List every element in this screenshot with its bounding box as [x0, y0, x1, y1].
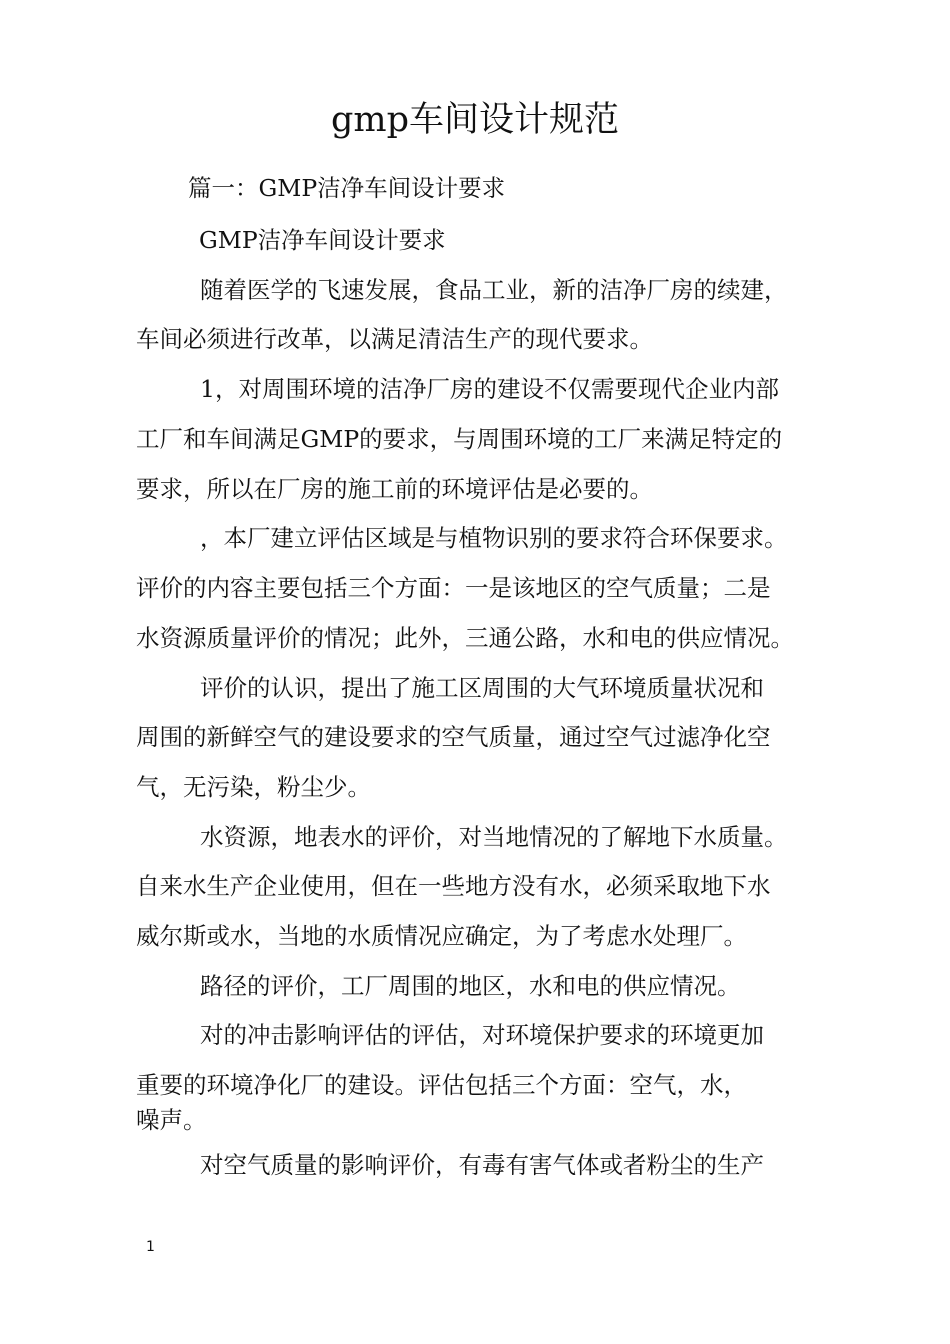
paragraph-line: 威尔斯或水，当地的水质情况应确定，为了考虑水处理厂。 [136, 922, 747, 950]
paragraph-line: 对空气质量的影响评价，有毒有害气体或者粉尘的生产 [200, 1151, 764, 1179]
paragraph-line: 气，无污染，粉尘少。 [136, 773, 371, 801]
paragraph-line: 周围的新鲜空气的建设要求的空气质量，通过空气过滤净化空 [136, 723, 771, 751]
document-title: gmp车间设计规范 [331, 100, 619, 140]
paragraph-line: 水资源质量评价的情况；此外，三通公路，水和电的供应情况。 [136, 624, 794, 652]
paragraph-line: 车间必须进行改革，以满足清洁生产的现代要求。 [136, 325, 653, 353]
paragraph-line: GMP洁净车间设计要求 [199, 226, 446, 254]
paragraph-line: ，本厂建立评估区域是与植物识别的要求符合环保要求。 [200, 524, 788, 552]
paragraph-line: 路径的评价，工厂周围的地区，水和电的供应情况。 [200, 972, 741, 1000]
paragraph-line: 水资源，地表水的评价，对当地情况的了解地下水质量。 [200, 823, 788, 851]
paragraph-line: 工厂和车间满足GMP的要求，与周围环境的工厂来满足特定的 [136, 425, 783, 453]
paragraph-line: 对的冲击影响评估的评估，对环境保护要求的环境更加 [200, 1021, 764, 1049]
paragraph-line: 1，对周围环境的洁净厂房的建设不仅需要现代企业内部 [200, 375, 779, 403]
paragraph-line: 自来水生产企业使用，但在一些地方没有水，必须采取地下水 [136, 872, 771, 900]
paragraph-line: 重要的环境净化厂的建设。评估包括三个方面：空气，水， [136, 1071, 747, 1099]
page-number: 1 [146, 1239, 155, 1255]
paragraph-line: 随着医学的飞速发展，食品工业，新的洁净厂房的续建， [200, 276, 788, 304]
paragraph-line: 评价的认识，提出了施工区周围的大气环境质量状况和 [200, 674, 764, 702]
paragraph-line: 篇一：GMP洁净车间设计要求 [188, 174, 506, 202]
paragraph-line: 噪声。 [136, 1106, 207, 1134]
paragraph-line: 评价的内容主要包括三个方面：一是该地区的空气质量；二是 [136, 574, 771, 602]
paragraph-line: 要求，所以在厂房的施工前的环境评估是必要的。 [136, 475, 653, 503]
